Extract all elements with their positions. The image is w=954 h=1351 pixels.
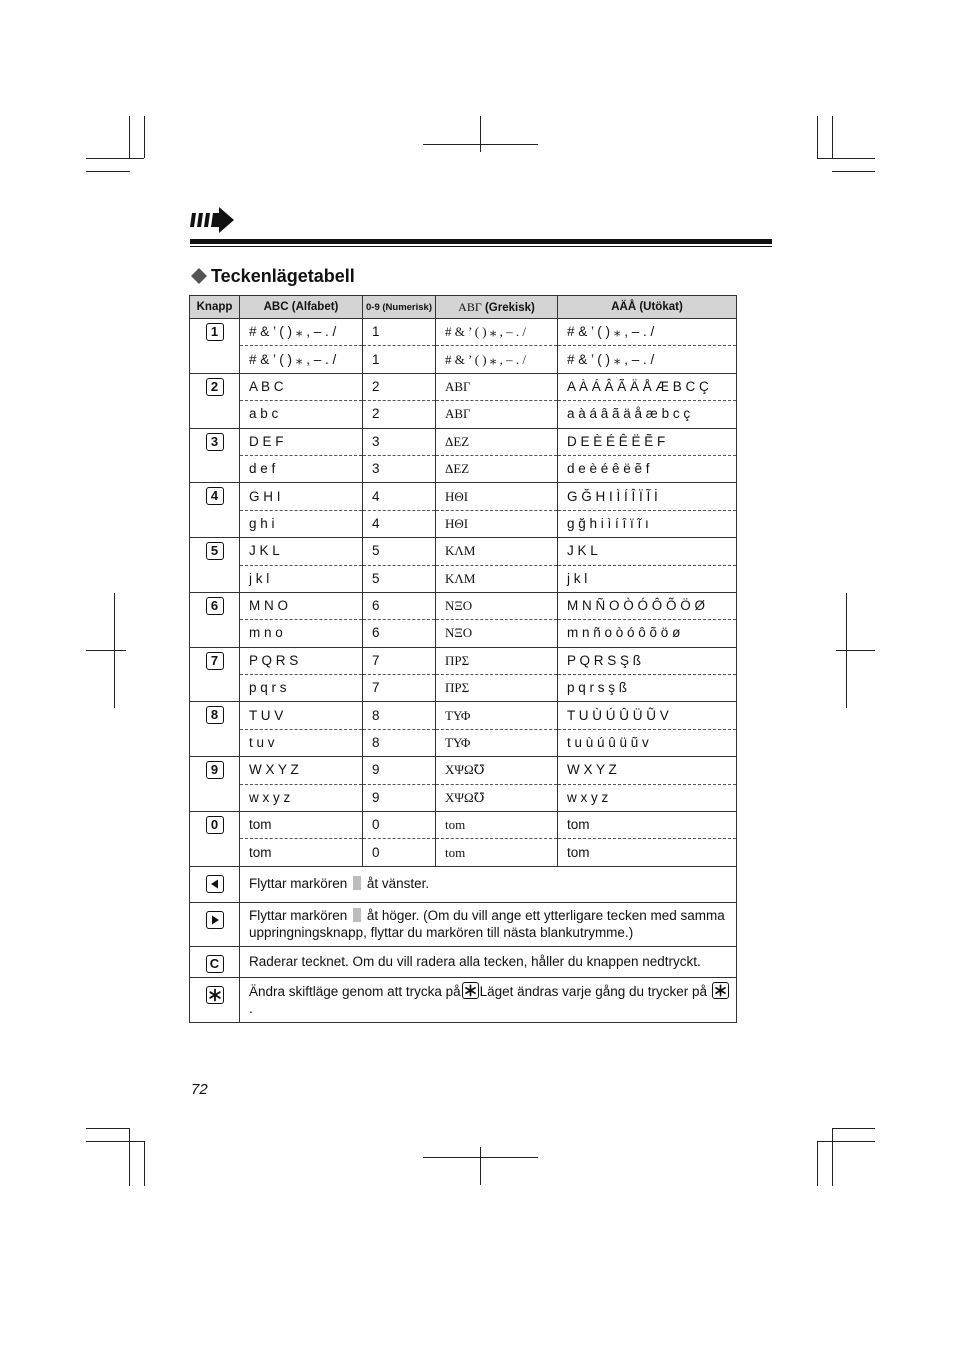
greek-cell: ΝΞΟ xyxy=(436,592,558,619)
num-cell: 4 xyxy=(363,510,436,537)
crop-mark xyxy=(480,116,481,152)
num-cell: 9 xyxy=(363,784,436,811)
num-cell: 2 xyxy=(363,373,436,400)
ext-cell: M N Ñ O Ò Ó Ô Õ Ö Ø xyxy=(558,592,737,619)
ext-cell: p q r s ş ß xyxy=(558,675,737,702)
abc-cell: t u v xyxy=(240,729,363,756)
ext-cell: D E È É Ê Ë Ẽ F xyxy=(558,428,737,455)
ext-cell: T U Ù Ú Û Ü Ũ V xyxy=(558,702,737,729)
dial-key-icon: 7 xyxy=(206,652,224,670)
crop-mark xyxy=(86,1128,130,1129)
ext-cell: W X Y Z xyxy=(558,757,737,784)
section-heading xyxy=(191,264,355,288)
abc-cell: # & ’ ( ) ⁎ , – . / xyxy=(240,319,363,346)
crop-mark xyxy=(86,650,126,651)
star-key-icon xyxy=(462,982,479,999)
crop-mark xyxy=(832,116,833,158)
abc-cell: tom xyxy=(240,812,363,839)
key-cell xyxy=(190,866,240,902)
num-cell: 6 xyxy=(363,592,436,619)
abc-cell: m n o xyxy=(240,620,363,647)
greek-cell: # & ’ ( ) ⁎ , – . / xyxy=(436,319,558,346)
table-row xyxy=(190,455,737,482)
dial-key-icon: 5 xyxy=(206,542,224,560)
greek-cell: ΑΒΓ xyxy=(436,401,558,428)
key-cell xyxy=(190,319,240,374)
header-abc: ABC (Alfabet) xyxy=(240,296,363,319)
table-row xyxy=(190,729,737,756)
header-key: Knapp xyxy=(190,296,240,319)
dial-key-icon: 4 xyxy=(206,487,224,505)
key-cell xyxy=(190,812,240,867)
num-cell: 8 xyxy=(363,729,436,756)
ext-cell: tom xyxy=(558,812,737,839)
key-cell xyxy=(190,647,240,702)
abc-cell: J K L xyxy=(240,538,363,565)
table-row xyxy=(190,702,737,729)
ext-cell: a à á â ã ä å æ b c ç xyxy=(558,401,737,428)
greek-cell: ΗΘΙ xyxy=(436,510,558,537)
table-row xyxy=(190,319,737,346)
abc-cell: # & ’ ( ) ⁎ , – . / xyxy=(240,346,363,373)
description-cell: Flyttar markören åt höger. (Om du vill ange ett ytterligare tecken med samma uppringningsknapp, flyttar du markören till nästa blankutrymme.) xyxy=(240,902,737,946)
ext-cell: g ğ h i ì í î ï ĩ ı xyxy=(558,510,737,537)
dial-key-icon: 6 xyxy=(206,597,224,615)
num-cell: 7 xyxy=(363,647,436,674)
crop-mark xyxy=(817,1141,818,1186)
abc-cell: tom xyxy=(240,839,363,866)
table-row-left-key xyxy=(190,866,737,902)
ext-cell: P Q R S Ş ß xyxy=(558,647,737,674)
star-key-icon xyxy=(712,982,729,999)
crop-mark xyxy=(423,144,538,145)
clear-key-icon: C xyxy=(206,955,224,973)
table-row xyxy=(190,647,737,674)
abc-cell: d e f xyxy=(240,455,363,482)
header-extended: AÄÅ (Utökat) xyxy=(558,296,737,319)
greek-cell: ΔΕΖ xyxy=(436,455,558,482)
crop-mark xyxy=(86,158,144,159)
ext-cell: J K L xyxy=(558,538,737,565)
num-cell: 0 xyxy=(363,812,436,839)
key-cell xyxy=(190,702,240,757)
crop-mark xyxy=(129,116,130,158)
table-header-row xyxy=(190,296,737,319)
table-row xyxy=(190,428,737,455)
crop-mark xyxy=(836,650,875,651)
key-cell xyxy=(190,757,240,812)
table-row-clear-key xyxy=(190,946,737,977)
greek-cell: ΧΨΩ℧ xyxy=(436,784,558,811)
dial-key-icon: 3 xyxy=(206,433,224,451)
greek-cell: # & ’ ( ) ⁎ , – . / xyxy=(436,346,558,373)
num-cell: 1 xyxy=(363,346,436,373)
key-cell xyxy=(190,946,240,977)
table-row xyxy=(190,620,737,647)
key-cell xyxy=(190,538,240,593)
ext-cell: # & ’ ( ) ⁎ , – . / xyxy=(558,346,737,373)
table-row xyxy=(190,401,737,428)
table-row xyxy=(190,839,737,866)
crop-mark xyxy=(817,116,818,158)
crop-mark xyxy=(144,116,145,158)
num-cell: 2 xyxy=(363,401,436,428)
greek-cell: tom xyxy=(436,839,558,866)
abc-cell: M N O xyxy=(240,592,363,619)
abc-cell: W X Y Z xyxy=(240,757,363,784)
num-cell: 4 xyxy=(363,483,436,510)
crop-mark xyxy=(832,1128,833,1186)
crop-mark xyxy=(129,1128,130,1186)
table-row xyxy=(190,784,737,811)
key-cell xyxy=(190,592,240,647)
description-cell: Raderar tecknet. Om du vill radera alla tecken, håller du knappen nedtryckt. xyxy=(240,946,737,977)
header-rule-thin xyxy=(190,246,772,247)
table-row xyxy=(190,592,737,619)
greek-cell: ΤΥΦ xyxy=(436,729,558,756)
ext-cell: G Ğ H I Ì Í Î Ï Ĩ İ xyxy=(558,483,737,510)
num-cell: 1 xyxy=(363,319,436,346)
table-row-star-key xyxy=(190,977,737,1022)
description-cell: Flyttar markören åt vänster. xyxy=(240,866,737,902)
abc-cell: D E F xyxy=(240,428,363,455)
key-cell xyxy=(190,428,240,483)
crop-mark xyxy=(86,171,130,172)
greek-cell: ΤΥΦ xyxy=(436,702,558,729)
greek-cell: ΧΨΩ℧ xyxy=(436,757,558,784)
table-row xyxy=(190,565,737,592)
dial-key-icon: 1 xyxy=(206,323,224,341)
num-cell: 3 xyxy=(363,455,436,482)
dial-key-icon: 9 xyxy=(206,761,224,779)
table-row xyxy=(190,346,737,373)
abc-cell: A B C xyxy=(240,373,363,400)
table-row xyxy=(190,538,737,565)
crop-mark xyxy=(832,1128,875,1129)
key-cell xyxy=(190,373,240,428)
header-rule xyxy=(190,239,772,244)
greek-cell: ΝΞΟ xyxy=(436,620,558,647)
abc-cell: p q r s xyxy=(240,675,363,702)
crop-mark xyxy=(144,1141,145,1186)
num-cell: 7 xyxy=(363,675,436,702)
description-cell: Ändra skiftläge genom att trycka på Läget ändras varje gång du trycker på . xyxy=(240,977,737,1022)
ext-cell: t u ù ú û ü ũ v xyxy=(558,729,737,756)
ext-cell: d e è é ê ë ẽ f xyxy=(558,455,737,482)
abc-cell: T U V xyxy=(240,702,363,729)
crop-mark xyxy=(817,158,875,159)
left-arrow-key-icon xyxy=(206,875,224,893)
ext-cell: A À Á Â Ã Ä Å Æ B C Ç xyxy=(558,373,737,400)
ext-cell: w x y z xyxy=(558,784,737,811)
right-arrow-key-icon xyxy=(206,911,224,929)
cursor-block-icon xyxy=(353,908,361,922)
num-cell: 6 xyxy=(363,620,436,647)
table-row xyxy=(190,812,737,839)
crop-mark xyxy=(832,171,875,172)
abc-cell: P Q R S xyxy=(240,647,363,674)
cursor-block-icon xyxy=(353,876,361,890)
num-cell: 3 xyxy=(363,428,436,455)
key-cell xyxy=(190,902,240,946)
num-cell: 0 xyxy=(363,839,436,866)
header-numeric: 0-9 (Numerisk) xyxy=(363,296,436,319)
abc-cell: j k l xyxy=(240,565,363,592)
ext-cell: m n ñ o ò ó ô õ ö ø xyxy=(558,620,737,647)
dial-key-icon: 8 xyxy=(206,706,224,724)
abc-cell: g h i xyxy=(240,510,363,537)
key-cell xyxy=(190,977,240,1022)
table-row xyxy=(190,675,737,702)
table-row-right-key xyxy=(190,902,737,946)
star-key-icon xyxy=(206,986,224,1004)
section-title: Teckenlägetabell xyxy=(211,265,355,286)
continuation-arrow-icon xyxy=(190,206,236,234)
crop-mark xyxy=(817,1141,875,1142)
abc-cell: G H I xyxy=(240,483,363,510)
ext-cell: tom xyxy=(558,839,737,866)
greek-cell: ΑΒΓ xyxy=(436,373,558,400)
dial-key-icon: 2 xyxy=(206,378,224,396)
greek-cell: tom xyxy=(436,812,558,839)
crop-mark xyxy=(480,1147,481,1185)
character-mode-table xyxy=(189,295,737,1023)
ext-cell: # & ’ ( ) ⁎ , – . / xyxy=(558,319,737,346)
num-cell: 5 xyxy=(363,538,436,565)
abc-cell: w x y z xyxy=(240,784,363,811)
num-cell: 8 xyxy=(363,702,436,729)
ext-cell: j k l xyxy=(558,565,737,592)
table-row xyxy=(190,510,737,537)
greek-cell: ΔΕΖ xyxy=(436,428,558,455)
greek-cell: ΠΡΣ xyxy=(436,675,558,702)
greek-cell: ΚΛΜ xyxy=(436,565,558,592)
table-row xyxy=(190,483,737,510)
key-cell xyxy=(190,483,240,538)
dial-key-icon: 0 xyxy=(206,816,224,834)
diamond-bullet-icon xyxy=(191,268,207,284)
crop-mark xyxy=(423,1157,538,1158)
abc-cell: a b c xyxy=(240,401,363,428)
page-number: 72 xyxy=(191,1081,208,1098)
greek-cell: ΗΘΙ xyxy=(436,483,558,510)
crop-mark xyxy=(86,1141,144,1142)
greek-cell: ΚΛΜ xyxy=(436,538,558,565)
table-row xyxy=(190,757,737,784)
table-row xyxy=(190,373,737,400)
greek-cell: ΠΡΣ xyxy=(436,647,558,674)
num-cell: 5 xyxy=(363,565,436,592)
header-greek: ΑΒΓ (Grekisk) xyxy=(436,296,558,319)
num-cell: 9 xyxy=(363,757,436,784)
